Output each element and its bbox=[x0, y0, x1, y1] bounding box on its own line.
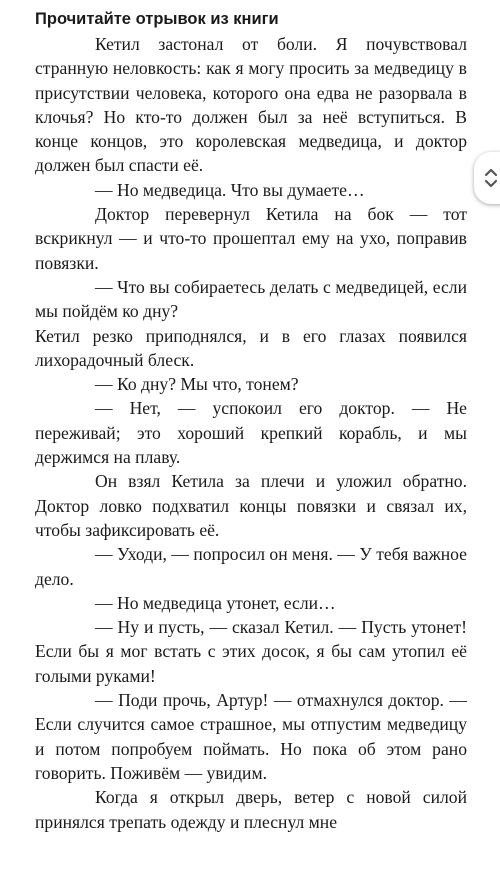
scroll-toggle-button[interactable] bbox=[474, 152, 500, 204]
paragraph: — Уходи, — попросил он меня. — У тебя важное дело. bbox=[35, 544, 467, 589]
chevron-up-down-icon bbox=[483, 165, 499, 191]
paragraph: — Что вы собираетесь делать с медведицей, если мы пойдём ко дну? bbox=[35, 276, 467, 322]
paragraph: Когда я открыл дверь, ветер с новой силой принялся трепать одежду и плеснул мне bbox=[35, 787, 467, 832]
paragraph: — Ко дну? Мы что, тонем? bbox=[95, 374, 299, 395]
paragraph: Кетил резко приподнялся, и в его глазах появился лихорадочный блеск. bbox=[35, 325, 467, 370]
page-title: Прочитайте отрывок из книги bbox=[35, 10, 279, 28]
paragraph: — Но медведица. Что вы думаете… bbox=[95, 179, 365, 200]
paragraph: Кетил застонал от боли. Я почувствовал странную неловкость: как я могу просить за медведицу в присутствии человека, которого она едва не разорвала в клочья? Но кто-то должен был за неё вступиться. В конце концов, это королевская медведица, и доктор должен был спасти её. bbox=[35, 34, 467, 176]
paragraph: — Поди прочь, Артур! — отмахнулся доктор. — Если случится самое страшное, мы отпустим медведицу и потом попробуем поймать. Но пока об этом рано говорить. Поживём — увидим. bbox=[35, 690, 467, 783]
paragraph: — Ну и пусть, — сказал Кетил. — Пусть утонет! Если бы я мог встать с этих досок, я бы сам утопил её голыми руками! bbox=[35, 617, 467, 686]
paragraph: Он взял Кетила за плечи и уложил обратно. Доктор ловко подхватил концы повязки и связал их, чтобы зафиксировать её. bbox=[35, 471, 467, 540]
paragraph: Доктор перевернул Кетила на бок — тот вскрикнул — и что-то прошептал ему на ухо, поправив повязки. bbox=[35, 204, 467, 273]
document-page bbox=[35, 8, 467, 834]
paragraph: — Но медведица утонет, если… bbox=[95, 592, 336, 613]
paragraph: — Нет, — успокоил его доктор. — Не переживай; это хороший крепкий корабль, и мы держимся на плаву. bbox=[35, 398, 467, 468]
